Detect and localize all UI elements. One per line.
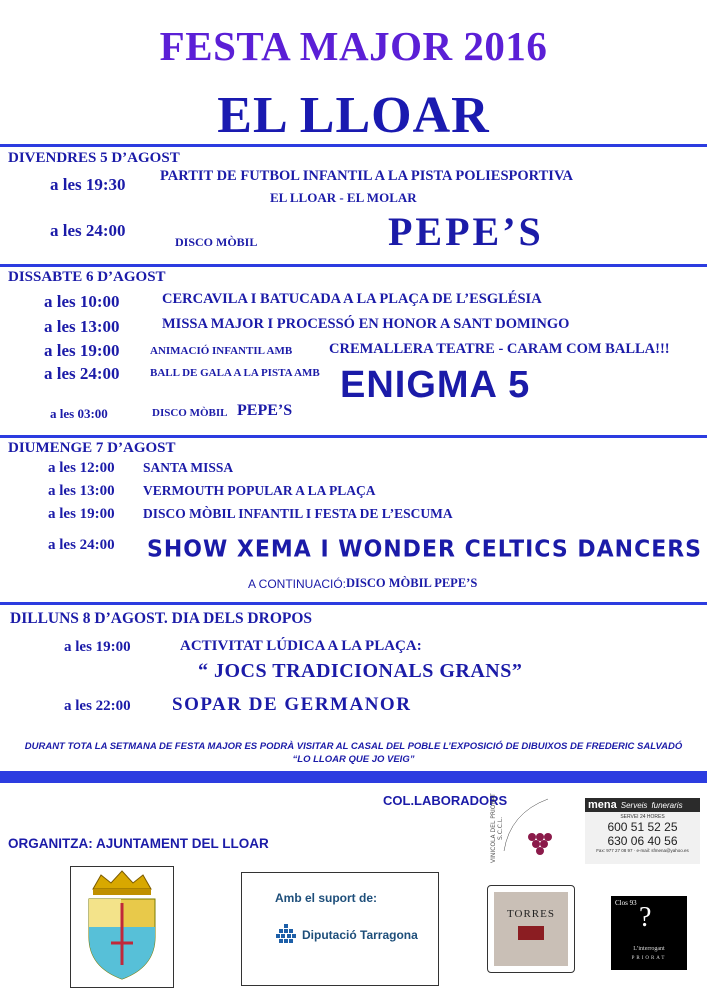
event-time: a les 19:00	[44, 341, 120, 360]
torres-logo	[487, 885, 575, 973]
mena-tagline2: funeraris	[651, 800, 683, 810]
event-time: a les 13:00	[44, 317, 120, 336]
event-time: a les 24:00	[44, 364, 120, 383]
support-label: Amb el suport de:	[275, 891, 378, 905]
diputacio-icon	[275, 923, 297, 945]
event-text: VERMOUTH POPULAR A LA PLAÇA	[143, 483, 376, 498]
event-prefix: ANIMACIÓ INFANTIL AMB	[150, 345, 293, 357]
poster-title: FESTA MAJOR 2016	[159, 23, 548, 69]
event-time: a les 19:00	[64, 639, 131, 655]
divider	[0, 144, 707, 147]
event-time: a les 19:00	[48, 506, 115, 522]
day-sunday: DIUMENGE 7 D’AGOST	[8, 440, 176, 456]
event-text: DISCO MÒBIL INFANTIL I FESTA DE L’ESCUMA	[143, 506, 453, 521]
continuation-text: DISCO MÒBIL PEPE’S	[346, 576, 478, 590]
exhibition-title: “LO LLOAR QUE JO VEIG”	[292, 754, 415, 765]
collaborators-label: COL.LABORADORS	[383, 793, 508, 808]
event-subtext: “ JOCS TRADICIONALS GRANS”	[198, 660, 523, 682]
divider	[0, 264, 707, 267]
mena-tagline1: Serveis	[620, 800, 648, 810]
torres-emblem-icon	[518, 926, 544, 940]
coat-of-arms-icon	[71, 867, 173, 987]
mena-service: SERVEI 24 HORES	[620, 814, 665, 820]
vinicola-logo	[490, 793, 578, 863]
diputacio-box	[241, 872, 439, 986]
clos-top: Clos 93	[615, 899, 637, 907]
event-highlight: ENIGMA 5	[340, 364, 531, 406]
mena-brand: mena	[588, 799, 617, 811]
event-text: DISCO MÒBIL	[152, 407, 228, 419]
divider	[0, 435, 707, 438]
event-time: a les 13:00	[48, 483, 115, 499]
day-monday: DILLUNS 8 D’AGOST. DIA DELS DROPOS	[10, 610, 313, 627]
mena-card	[585, 798, 700, 864]
vinicola-name: VINICOLA DEL PRIORAT S.C.C.L.	[490, 793, 504, 863]
day-friday: DIVENDRES 5 D’AGOST	[8, 150, 180, 166]
event-text: DISCO MÒBIL	[175, 235, 258, 249]
divider	[0, 602, 707, 605]
event-text: MISSA MAJOR I PROCESSÓ EN HONOR A SANT DOMINGO	[162, 316, 570, 332]
continuation-prefix: A CONTINUACIÓ:	[248, 577, 347, 591]
event-text: PARTIT DE FUTBOL INFANTIL A LA PISTA POLIESPORTIVA	[160, 168, 574, 184]
organizer-label: ORGANITZA: AJUNTAMENT DEL LLOAR	[8, 836, 269, 851]
day-saturday: DISSABTE 6 D’AGOST	[8, 269, 166, 285]
torres-name: TORRES	[507, 908, 555, 920]
event-time: a les 12:00	[48, 460, 115, 476]
divider-thick	[0, 771, 707, 783]
mena-phone2: 630 06 40 56	[607, 834, 678, 848]
event-text: SANTA MISSA	[143, 460, 234, 475]
clos-region: PRIORAT	[631, 956, 667, 961]
diputacio-name: Diputació Tarragona	[302, 928, 418, 942]
event-text: BALL DE GALA A LA PISTA AMB	[150, 367, 320, 379]
event-subtext: EL LLOAR - EL MOLAR	[270, 190, 417, 205]
question-mark-icon: ?	[639, 902, 652, 933]
event-highlight: PEPE’S	[388, 209, 544, 254]
mena-phone1: 600 51 52 25	[607, 820, 678, 834]
event-highlight: SHOW XEMA I WONDER CELTICS DANCERS	[147, 536, 703, 563]
event-text: ACTIVITAT LÚDICA A LA PLAÇA:	[180, 638, 422, 654]
coat-of-arms-box	[70, 866, 174, 988]
mena-header	[585, 798, 700, 812]
clos-name: L’interrogant	[633, 946, 665, 952]
event-text: CERCAVILA I BATUCADA A LA PLAÇA DE L’ESGLÉSIA	[162, 291, 542, 307]
event-text: CREMALLERA TEATRE - CARAM COM BALLA!!!	[329, 341, 670, 357]
event-text: SOPAR DE GERMANOR	[172, 694, 412, 715]
event-time: a les 24:00	[50, 221, 126, 240]
event-highlight: PEPE’S	[237, 402, 293, 419]
poster-subtitle: EL LLOAR	[217, 87, 490, 144]
mena-fax: Fax: 977 27 08 97 · e-mail: sfmena@yahoo.es	[596, 848, 689, 853]
event-time: a les 10:00	[44, 292, 120, 311]
event-time: a les 22:00	[64, 698, 131, 714]
clos-logo	[611, 896, 687, 970]
event-time: a les 19:30	[50, 175, 126, 194]
exhibition-note: DURANT TOTA LA SETMANA DE FESTA MAJOR ES PODRÀ VISITAR AL CASAL DEL POBLE L’EXPOSICIÓ DE DIBUIXOS DE FREDERIC SALVADÓ	[24, 741, 683, 752]
event-time: a les 24:00	[48, 537, 115, 553]
event-time: a les 03:00	[50, 406, 108, 421]
